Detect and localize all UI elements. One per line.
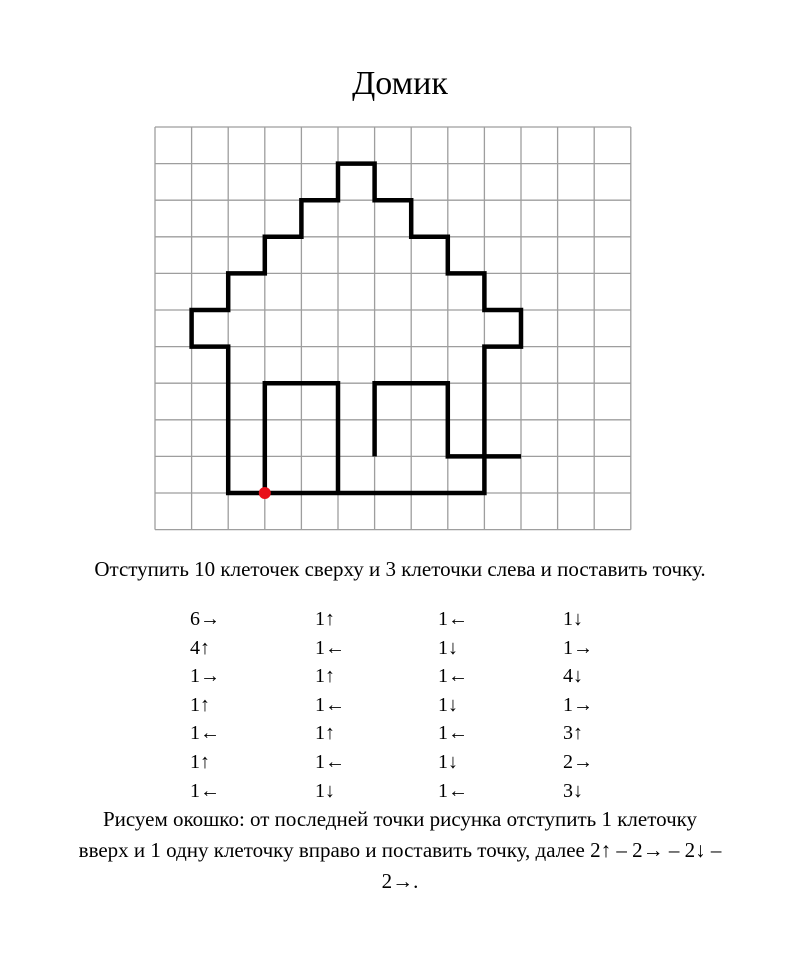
step-instruction: 1↑ xyxy=(190,693,210,716)
step-instruction: 1↑ xyxy=(190,751,210,773)
step-instruction: 1← xyxy=(190,779,220,802)
step-instruction: 1← xyxy=(315,693,345,716)
step-instruction: 1→ xyxy=(563,693,593,716)
step-instruction: 1→ xyxy=(190,665,220,688)
window-instruction xyxy=(0,804,800,897)
step-instruction: 3↓ xyxy=(563,779,583,802)
step-instruction: 1← xyxy=(190,722,220,745)
window-instruction-line: вверх и 1 одну клеточку вправо и поставить точку, далее 2↑ – 2→ – 2↓ – xyxy=(78,838,722,862)
start-point-marker xyxy=(259,487,271,499)
step-instruction: 1↑ xyxy=(315,608,335,630)
step-instruction: 1← xyxy=(438,779,468,802)
step-instruction: 1→ xyxy=(563,636,593,659)
step-instruction: 6→ xyxy=(190,608,220,630)
step-instruction: 1↓ xyxy=(438,636,458,659)
step-instruction: 1↓ xyxy=(438,693,458,716)
step-instruction: 1← xyxy=(315,636,345,659)
step-instruction: 1↓ xyxy=(438,751,458,773)
window-instruction-line: 2→. xyxy=(381,869,419,893)
window-instruction-line: Рисуем окошко: от последней точки рисунка отступить 1 клеточку xyxy=(102,807,698,831)
house-outline xyxy=(192,164,521,493)
intro-instruction: Отступить 10 клеточек сверху и 3 клеточки слева и поставить точку. xyxy=(94,557,706,581)
step-instruction: 4↓ xyxy=(563,665,583,688)
step-instruction: 1↓ xyxy=(315,779,335,802)
start-point-dot xyxy=(259,487,271,499)
step-instruction: 1↑ xyxy=(315,722,335,745)
step-instruction: 1← xyxy=(438,665,468,688)
step-instruction: 3↑ xyxy=(563,722,583,745)
step-instruction: 1↓ xyxy=(563,608,583,630)
step-instruction: 1← xyxy=(438,722,468,745)
page-title: Домик xyxy=(352,65,448,102)
step-instruction: 2→ xyxy=(563,751,593,773)
house-drawing xyxy=(192,164,521,493)
step-instruction: 1↑ xyxy=(315,665,335,688)
step-instruction: 1← xyxy=(315,751,345,773)
step-instruction: 4↑ xyxy=(190,636,210,659)
step-instruction: 1← xyxy=(438,608,468,630)
